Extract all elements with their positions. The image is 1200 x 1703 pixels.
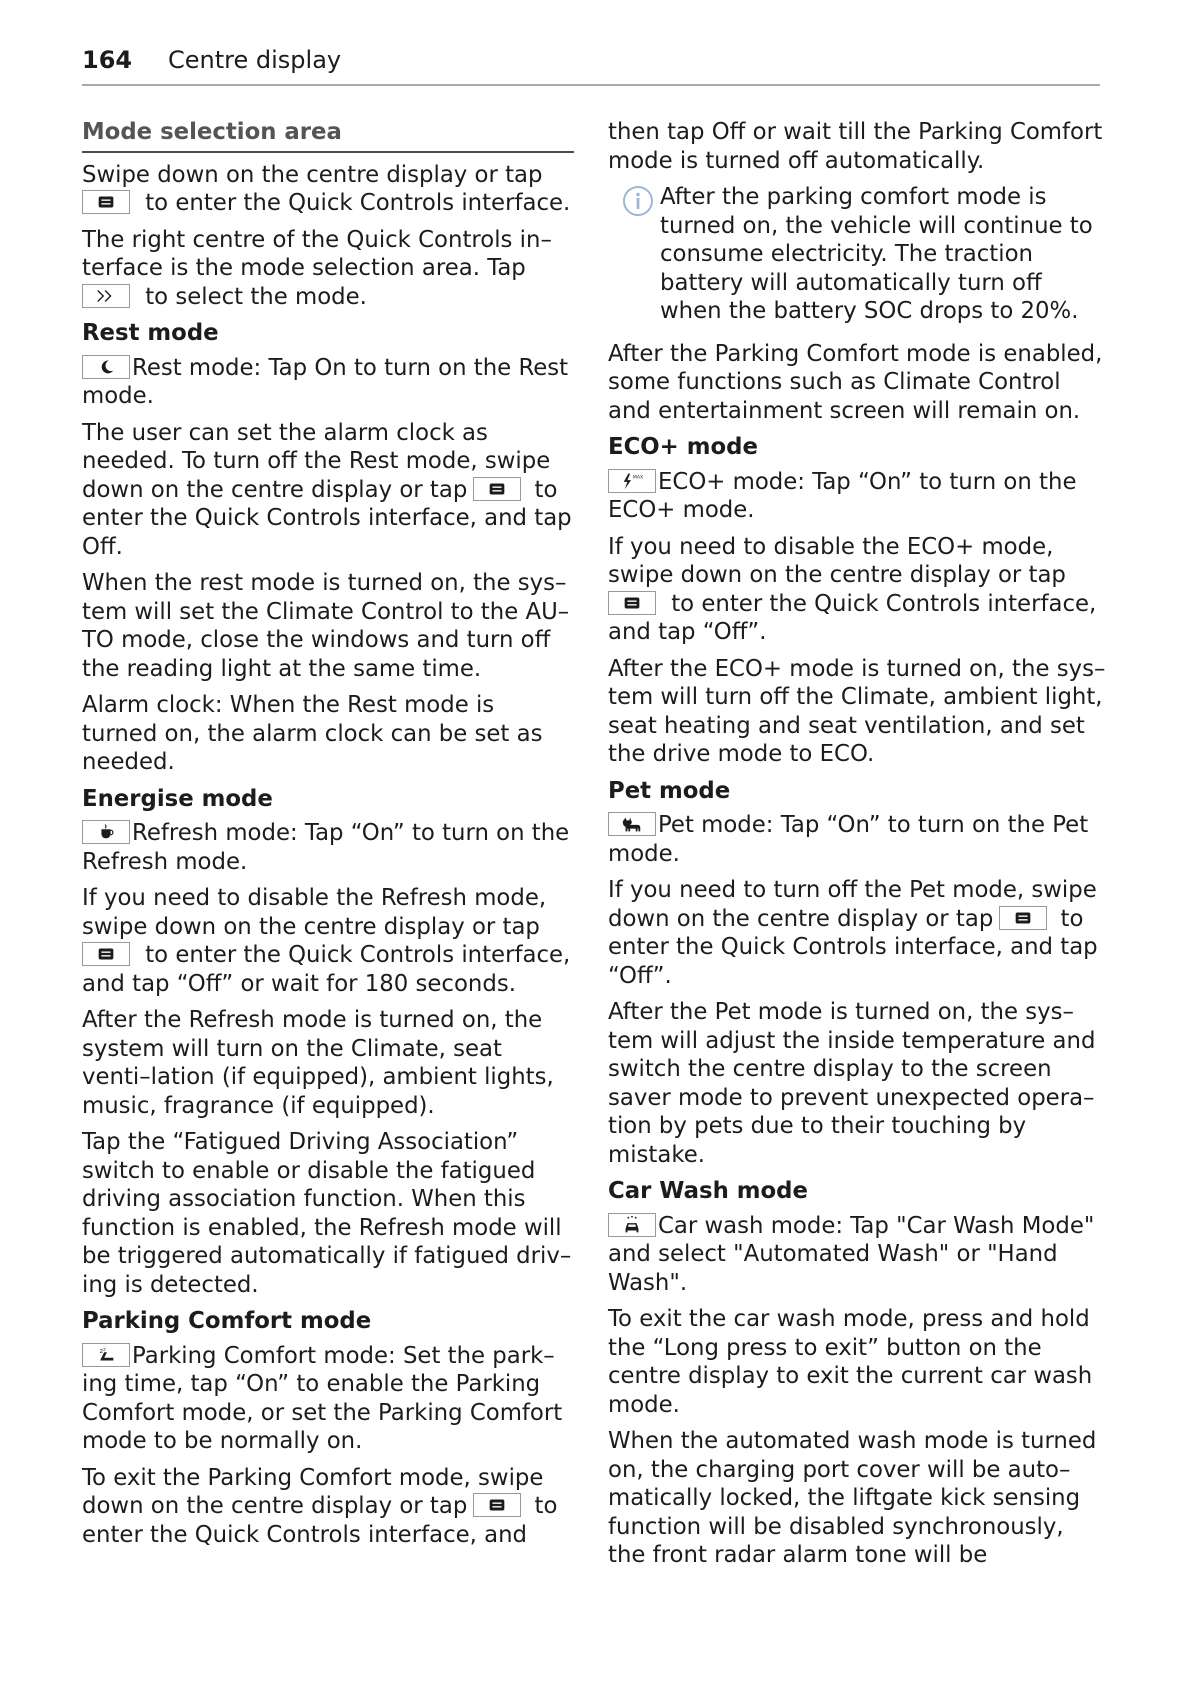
quick-controls-icon (608, 591, 656, 615)
subheading: Pet mode (608, 777, 731, 804)
eco-max-icon (608, 469, 656, 493)
paragraph (608, 876, 1106, 990)
paragraph: Tap the “Fatigued Driving Association” switch to enable or disable the fatigued driving association function. When this function is enabled, the Refresh mode will be triggered automatically if fatigued driv–ing is detected. (82, 1129, 572, 1298)
paragraph (82, 1342, 574, 1456)
car-wash-icon (608, 1213, 656, 1237)
quick-controls-icon (82, 190, 130, 214)
paragraph (608, 533, 1106, 647)
left-column (82, 118, 574, 1557)
pet-icon (608, 812, 656, 836)
text: to enter the Quick Controls interface, and tap “Off” or wait for 180 seconds. (82, 942, 571, 997)
svg-text:MAX: MAX (632, 474, 644, 480)
page-title: Centre display (168, 46, 342, 74)
paragraph (82, 1464, 574, 1550)
page-number: 164 (82, 46, 133, 74)
text: to enter the Quick Controls interface, and tap Off. (82, 476, 572, 560)
sleep-seat-icon (82, 1343, 130, 1367)
subheading: Parking Comfort mode (82, 1308, 372, 1334)
paragraph: To exit the car wash mode, press and hold the “Long press to exit” button on the centre display to exit the current car wash mode. (608, 1306, 1093, 1418)
text: to enter the Quick Controls interface, and (82, 1493, 558, 1548)
info-icon (622, 185, 654, 217)
text: If you need to disable the ECO+ mode, swipe down on the centre display or tap (608, 533, 1066, 588)
text: If you need to turn off the Pet mode, swipe down on the centre display or tap (608, 877, 1097, 932)
paragraph (82, 419, 574, 562)
paragraph (82, 161, 574, 218)
text: Parking Comfort mode: Set the park–ing time, tap “On” to enable the Parking Comfort mode, or set the Parking Comfort mode to be normally on. (82, 1342, 563, 1454)
right-column (608, 118, 1106, 1578)
text: Car wash mode: Tap "Car Wash Mode" and select "Automated Wash" or "Hand Wash". (608, 1212, 1095, 1296)
text: ECO+ mode: Tap “On” to turn on the ECO+ mode. (608, 468, 1077, 523)
quick-controls-icon (999, 906, 1047, 930)
subheading: ECO+ mode (608, 434, 758, 460)
paragraph: then tap Off or wait till the Parking Comfort mode is turned off automatically. (608, 119, 1103, 174)
svg-text:z: z (108, 365, 112, 372)
paragraph: After the Parking Comfort mode is enabled, some functions such as Climate Control and entertainment screen will remain on. (608, 340, 1103, 424)
svg-text:z: z (103, 1346, 106, 1352)
quick-controls-icon (473, 477, 521, 501)
paragraph (82, 884, 574, 998)
quick-controls-icon (473, 1493, 521, 1517)
text: to select the mode. (138, 283, 367, 310)
paragraph (608, 468, 1106, 525)
coffee-cup-icon (82, 820, 130, 844)
subheading: Energise mode (82, 785, 273, 812)
text: Swipe down on the centre display or tap (82, 161, 543, 188)
paragraph (82, 226, 574, 312)
text: Rest mode: Tap On to turn on the Rest mode. (82, 354, 569, 409)
info-note (608, 183, 1106, 326)
moon-icon (82, 355, 130, 379)
text: To exit the Parking Comfort mode, swipe down on the centre display or tap (82, 1464, 544, 1519)
section-title: Mode selection area (82, 118, 574, 153)
paragraph (608, 811, 1106, 868)
paragraph: After the Refresh mode is turned on, the system will turn on the Climate, seat venti–lation (if equipped), ambient lights, music, fragrance (if equipped). (82, 1007, 554, 1119)
double-chevron-icon (82, 284, 130, 308)
quick-controls-icon (82, 942, 130, 966)
text: Refresh mode: Tap “On” to turn on the Refresh mode. (82, 820, 570, 875)
note-text: After the parking comfort mode is turned on, the vehicle will continue to consume electricity. The traction battery will automatically turn off when the battery SOC drops to 20%. (660, 184, 1093, 324)
paragraph: When the automated wash mode is turned on, the charging port cover will be auto–matically locked, the liftgate kick sensing function will be disabled synchronously, the front radar alarm tone will be (608, 1428, 1097, 1568)
paragraph (82, 819, 574, 876)
text: to enter the Quick Controls interface, and tap “Off”. (608, 905, 1098, 989)
paragraph: When the rest mode is turned on, the sys–tem will set the Climate Control to the AU–TO mode, close the windows and turn off the reading light at the same time. (82, 570, 570, 682)
text: The right centre of the Quick Controls in–terface is the mode selection area. Tap (82, 226, 552, 281)
text: If you need to disable the Refresh mode, swipe down on the centre display or tap (82, 885, 547, 940)
paragraph: Alarm clock: When the Rest mode is turned on, the alarm clock can be set as needed. (82, 692, 543, 775)
text: The user can set the alarm clock as needed. To turn off the Rest mode, swipe down on the centre display or tap (82, 419, 551, 503)
subheading: Rest mode (82, 320, 219, 346)
subheading: Car Wash mode (608, 1178, 808, 1204)
text: Pet mode: Tap “On” to turn on the Pet mode. (608, 812, 1089, 867)
text: to enter the Quick Controls interface. (138, 190, 571, 216)
page-header (82, 46, 1100, 86)
paragraph: After the ECO+ mode is turned on, the sys–tem will turn off the Climate, ambient light, seat heating and seat ventilation, and set the drive mode to ECO. (608, 655, 1106, 767)
svg-text:z: z (99, 1346, 103, 1355)
paragraph: After the Pet mode is turned on, the sys–tem will adjust the inside temperature and switch the centre display to the screen saver mode to prevent unexpected opera–tion by pets due to their touching by mistake. (608, 999, 1096, 1168)
paragraph (82, 354, 574, 411)
paragraph (608, 1212, 1106, 1298)
text: to enter the Quick Controls interface, and tap “Off”. (608, 590, 1097, 645)
